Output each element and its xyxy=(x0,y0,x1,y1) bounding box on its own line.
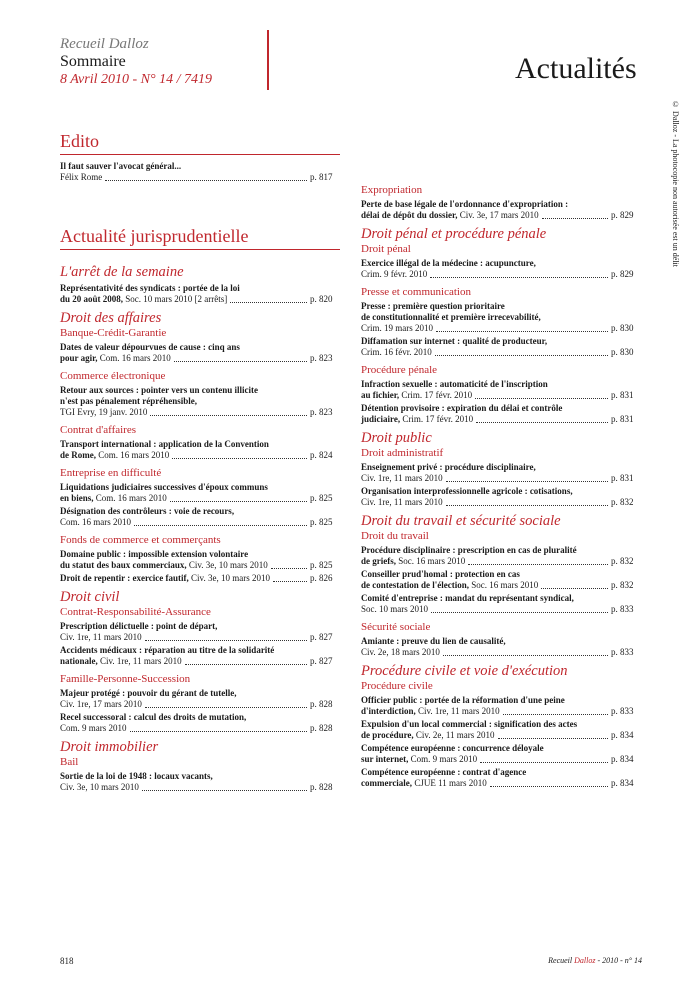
entry-page: p. 830 xyxy=(611,323,634,333)
toc-entry[interactable] xyxy=(60,482,340,504)
entry-ref: Civ. 1re, 11 mars 2010 xyxy=(415,706,500,716)
entry-page: p. 828 xyxy=(310,699,333,709)
toc-entry[interactable] xyxy=(361,379,641,401)
entry-title-end: de procédure, xyxy=(361,730,414,740)
toc-entry[interactable] xyxy=(60,161,340,183)
toc-entry[interactable] xyxy=(361,569,641,591)
toc-entry[interactable] xyxy=(60,283,340,305)
toc-entry[interactable] xyxy=(60,506,340,528)
entry-title-end: en biens, xyxy=(60,493,94,503)
bail-heading: Bail xyxy=(60,756,79,768)
leader-dots xyxy=(230,302,307,303)
entry-title-end: de griefs, xyxy=(361,556,396,566)
entry-title: Recel successoral : calcul des droits de mutation, xyxy=(60,712,247,722)
toc-entry[interactable] xyxy=(60,621,340,643)
leader-dots xyxy=(542,218,608,219)
leader-dots xyxy=(174,361,307,362)
procedure-civile-main-heading: Procédure civile et voie d'exécution xyxy=(361,663,568,679)
leader-dots xyxy=(145,640,307,641)
leader-dots xyxy=(498,738,609,739)
entry-page: p. 820 xyxy=(310,294,333,304)
toc-entry[interactable] xyxy=(60,385,340,418)
entry-page: p. 829 xyxy=(611,269,634,279)
fonds-heading: Fonds de commerce et commerçants xyxy=(60,534,221,546)
toc-entry[interactable] xyxy=(60,688,340,710)
entry-page: p. 832 xyxy=(611,497,634,507)
entry-title: Droit de repentir : exercice fautif, xyxy=(60,573,189,583)
leader-dots xyxy=(468,564,608,565)
toc-entry[interactable] xyxy=(60,771,340,793)
entry-page: p. 834 xyxy=(611,754,634,764)
entry-ref: Civ. 1re, 11 mars 2010 xyxy=(60,632,142,642)
leader-dots xyxy=(172,458,307,459)
entry-ref: Soc. 16 mars 2010 xyxy=(468,580,539,590)
toc-entry[interactable] xyxy=(361,486,641,508)
toc-entry[interactable] xyxy=(60,573,340,584)
entry-title-end: sur internet, xyxy=(361,754,409,764)
masthead xyxy=(60,36,270,89)
entry-title-end: judiciaire, xyxy=(361,414,401,424)
entry-title: Domaine public : impossible extension volontaire xyxy=(60,549,249,559)
entry-title: Il faut sauver l'avocat général... xyxy=(60,161,182,171)
administratif-heading: Droit administratif xyxy=(361,447,444,459)
entry-ref: Civ. 3e, 10 mars 2010 xyxy=(60,782,139,792)
leader-dots xyxy=(490,786,608,787)
entry-title: Prescription délictuelle : point de départ, xyxy=(60,621,218,631)
entry-title-end: du statut des baux commerciaux, xyxy=(60,560,187,570)
leader-dots xyxy=(480,762,608,763)
entry-ref: Civ. 3e, 10 mars 2010 xyxy=(188,573,270,583)
entry-title: Compétence européenne : contrat d'agence xyxy=(361,767,527,777)
entry-title-end: délai de dépôt du dossier, xyxy=(361,210,458,220)
leader-dots xyxy=(150,415,307,416)
leader-dots xyxy=(446,481,608,482)
toc-entry[interactable] xyxy=(361,258,641,280)
toc-entry[interactable] xyxy=(60,342,340,364)
entry-page: p. 833 xyxy=(611,647,634,657)
toc-entry[interactable] xyxy=(361,199,641,221)
entry-ref: Crim. 19 mars 2010 xyxy=(361,323,433,333)
entry-title: Infraction sexuelle : automaticité de l'inscription xyxy=(361,379,548,389)
entry-title: Presse : première question prioritaire xyxy=(361,301,505,311)
footer-journal: Recueil xyxy=(548,956,573,965)
entry-page: p. 827 xyxy=(310,656,333,666)
entry-ref: Civ. 1re, 11 mars 2010 xyxy=(361,473,443,483)
leader-dots xyxy=(436,331,608,332)
entry-title-end: pour agir, xyxy=(60,353,98,363)
entry-title-end: d'interdiction, xyxy=(361,706,416,716)
header-divider xyxy=(267,30,269,90)
entry-title: Amiante : preuve du lien de causalité, xyxy=(361,636,506,646)
leader-dots xyxy=(430,277,608,278)
arret-heading: L'arrêt de la semaine xyxy=(60,264,184,280)
entry-title: Organisation interprofessionnelle agricole : cotisations, xyxy=(361,486,573,496)
entry-page: p. 825 xyxy=(310,560,333,570)
section-name: Sommaire xyxy=(60,53,126,70)
entry-page: p. 827 xyxy=(310,632,333,642)
entry-ref: Com. 16 mars 2010 xyxy=(60,517,131,527)
entry-ref: Soc. 10 mars 2010 xyxy=(361,604,428,614)
entry-page: p. 817 xyxy=(310,172,333,182)
entry-title: Comité d'entreprise : mandat du représentant syndical, xyxy=(361,593,574,603)
entry-page: p. 834 xyxy=(611,730,634,740)
entry-ref: Civ. 1re, 17 mars 2010 xyxy=(60,699,142,709)
entry-ref: Com. 9 mars 2010 xyxy=(60,723,127,733)
entry-title-end: de contestation de l'élection, xyxy=(361,580,469,590)
entry-ref: Civ. 2e, 18 mars 2010 xyxy=(361,647,440,657)
leader-dots xyxy=(145,707,307,708)
securite-sociale-heading: Sécurité sociale xyxy=(361,621,431,633)
right-column xyxy=(361,184,641,789)
issue-date: 8 Avril 2010 - N° 14 / 7419 xyxy=(60,72,212,87)
entry-title: Accidents médicaux : réparation au titre de la solidarité xyxy=(60,645,275,655)
left-column xyxy=(60,130,340,793)
toc-entry[interactable] xyxy=(361,719,641,741)
entry-ref: Com. 16 mars 2010 xyxy=(93,493,167,503)
contrat-resp-heading: Contrat-Responsabilité-Assurance xyxy=(60,606,211,618)
toc-entry[interactable] xyxy=(361,767,641,789)
toc-entry[interactable] xyxy=(361,593,641,615)
commerce-heading: Commerce électronique xyxy=(60,370,166,382)
entry-title-end: nationale, xyxy=(60,656,98,666)
entry-ref: Civ. 2e, 11 mars 2010 xyxy=(413,730,495,740)
entry-ref: Soc. 16 mars 2010 xyxy=(396,556,466,566)
entry-title: Désignation des contrôleurs : voie de recours, xyxy=(60,506,235,516)
immobilier-heading: Droit immobilier xyxy=(60,739,159,755)
entry-title-end: au fichier, xyxy=(361,390,400,400)
entry-ref: Crim. 17 févr. 2010 xyxy=(399,390,473,400)
footer-issue xyxy=(548,956,642,965)
public-heading: Droit public xyxy=(361,430,432,446)
leader-dots xyxy=(130,731,308,732)
toc-entry[interactable] xyxy=(60,549,340,571)
leader-dots xyxy=(435,355,608,356)
toc-entry[interactable] xyxy=(361,545,641,567)
entry-ref: Civ. 1re, 11 mars 2010 xyxy=(97,656,182,666)
leader-dots xyxy=(475,398,608,399)
entry-page: p. 832 xyxy=(611,580,634,590)
entry-page: p. 832 xyxy=(611,556,634,566)
entry-title: Perte de base légale de l'ordonnance d'expropriation : xyxy=(361,199,569,209)
footer-brand: Dalloz xyxy=(574,956,596,965)
toc-entry[interactable] xyxy=(361,695,641,717)
entry-title: Détention provisoire : expiration du délai et contrôle xyxy=(361,403,563,413)
entry-ref: Félix Rome xyxy=(60,172,103,182)
toc-entry[interactable] xyxy=(60,645,340,667)
droit-travail-heading: Droit du travail xyxy=(361,530,429,542)
toc-entry[interactable] xyxy=(361,462,641,484)
entry-ref: Crim. 9 févr. 2010 xyxy=(361,269,428,279)
jurisprudence-heading: Actualité jurisprudentielle xyxy=(60,225,340,250)
leader-dots xyxy=(443,655,608,656)
entry-title: Diffamation sur internet : qualité de producteur, xyxy=(361,336,548,346)
entry-title: Procédure disciplinaire : prescription en cas de pluralité xyxy=(361,545,577,555)
leader-dots xyxy=(271,568,307,569)
procedure-civile-heading: Procédure civile xyxy=(361,680,433,692)
leader-dots xyxy=(134,525,307,526)
entry-page: p. 829 xyxy=(611,210,634,220)
expropriation-heading: Expropriation xyxy=(361,184,423,196)
toc-entry[interactable] xyxy=(60,712,340,734)
droit-penal-heading: Droit pénal xyxy=(361,243,411,255)
entry-ref: Com. 16 mars 2010 xyxy=(97,353,171,363)
entry-title: Liquidations judiciaires successives d'époux communs xyxy=(60,482,268,492)
entry-page: p. 833 xyxy=(611,706,634,716)
footer-issue-number: - 2010 - n° 14 xyxy=(595,956,642,965)
page-title: Actualités xyxy=(515,52,637,85)
penal-heading: Droit pénal et procédure pénale xyxy=(361,226,547,242)
entry-ref: Civ. 3e, 10 mars 2010 xyxy=(186,560,268,570)
edito-heading: Edito xyxy=(60,130,340,155)
famille-heading: Famille-Personne-Succession xyxy=(60,673,191,685)
travail-heading: Droit du travail et sécurité sociale xyxy=(361,513,561,529)
entry-page: p. 834 xyxy=(611,778,634,788)
journal-name: Recueil Dalloz xyxy=(60,36,149,52)
leader-dots xyxy=(273,581,307,582)
leader-dots xyxy=(503,714,608,715)
copyright-note: © Dalloz - La photocopie non autorisée est un délit xyxy=(671,100,680,267)
entry-title: Sortie de la loi de 1948 : locaux vacants, xyxy=(60,771,213,781)
leader-dots xyxy=(185,664,307,665)
entry-ref: Civ. 1re, 11 mars 2010 xyxy=(361,497,443,507)
civil-heading: Droit civil xyxy=(60,589,120,605)
entry-page: p. 828 xyxy=(310,782,333,792)
entry-ref: CJUE 11 mars 2010 xyxy=(412,778,487,788)
entry-ref: Civ. 3e, 17 mars 2010 xyxy=(457,210,539,220)
leader-dots xyxy=(446,505,608,506)
presse-heading: Presse et communication xyxy=(361,286,471,298)
banque-heading: Banque-Crédit-Garantie xyxy=(60,327,167,339)
entry-title-end: du 20 août 2008, xyxy=(60,294,124,304)
toc-entry[interactable] xyxy=(361,301,641,334)
entry-ref: Crim. 16 févr. 2010 xyxy=(361,347,432,357)
entry-page: p. 831 xyxy=(611,414,634,424)
toc-entry[interactable] xyxy=(60,439,340,461)
toc-entry[interactable] xyxy=(361,403,641,425)
entry-page: p. 833 xyxy=(611,604,634,614)
entry-page: p. 824 xyxy=(310,450,333,460)
difficulte-heading: Entreprise en difficulté xyxy=(60,467,162,479)
entry-title: Majeur protégé : pouvoir du gérant de tutelle, xyxy=(60,688,237,698)
entry-title: Représentativité des syndicats : portée de la loi xyxy=(60,283,240,293)
entry-ref: Soc. 10 mars 2010 [2 arrêts] xyxy=(123,294,228,304)
entry-title: Retour aux sources : pointer vers un contenu illicite xyxy=(60,385,258,395)
entry-title: Officier public : portée de la réformation d'une peine xyxy=(361,695,565,705)
entry-page: p. 830 xyxy=(611,347,634,357)
leader-dots xyxy=(170,501,307,502)
entry-page: p. 831 xyxy=(611,390,634,400)
leader-dots xyxy=(541,588,608,589)
entry-title: n'est pas pénalement répréhensible, xyxy=(60,396,197,406)
toc-entry[interactable] xyxy=(361,336,641,358)
toc-entry[interactable] xyxy=(361,743,641,765)
entry-page: p. 828 xyxy=(310,723,333,733)
entry-ref: TGI Evry, 19 janv. 2010 xyxy=(60,407,148,417)
entry-ref: Com. 9 mars 2010 xyxy=(408,754,478,764)
contrat-heading: Contrat d'affaires xyxy=(60,424,137,436)
leader-dots xyxy=(476,422,608,423)
entry-page: p. 831 xyxy=(611,473,634,483)
procedure-penale-heading: Procédure pénale xyxy=(361,364,438,376)
entry-title-end: de Rome, xyxy=(60,450,96,460)
entry-title-end: commerciale, xyxy=(361,778,413,788)
entry-ref: Com. 16 mars 2010 xyxy=(96,450,170,460)
entry-title: Dates de valeur dépourvues de cause : cinq ans xyxy=(60,342,240,352)
affaires-heading: Droit des affaires xyxy=(60,310,162,326)
entry-title: Expulsion d'un local commercial : signification des actes xyxy=(361,719,578,729)
entry-title: Compétence européenne : concurrence déloyale xyxy=(361,743,544,753)
leader-dots xyxy=(105,180,307,181)
entry-ref: Crim. 17 févr. 2010 xyxy=(400,414,474,424)
entry-title: de constitutionnalité et première irrecevabilité, xyxy=(361,312,541,322)
entry-title: Exercice illégal de la médecine : acupuncture, xyxy=(361,258,536,268)
entry-page: p. 823 xyxy=(310,353,333,363)
entry-page: p. 826 xyxy=(310,573,333,583)
leader-dots xyxy=(142,790,307,791)
leader-dots xyxy=(431,612,608,613)
entry-title: Transport international : application de la Convention xyxy=(60,439,269,449)
toc-entry[interactable] xyxy=(361,636,641,658)
entry-page: p. 823 xyxy=(310,407,333,417)
entry-page: p. 825 xyxy=(310,517,333,527)
entry-title: Enseignement privé : procédure disciplinaire, xyxy=(361,462,536,472)
page-number: 818 xyxy=(60,956,74,966)
entry-title: Conseiller prud'homal : protection en cas xyxy=(361,569,520,579)
entry-page: p. 825 xyxy=(310,493,333,503)
